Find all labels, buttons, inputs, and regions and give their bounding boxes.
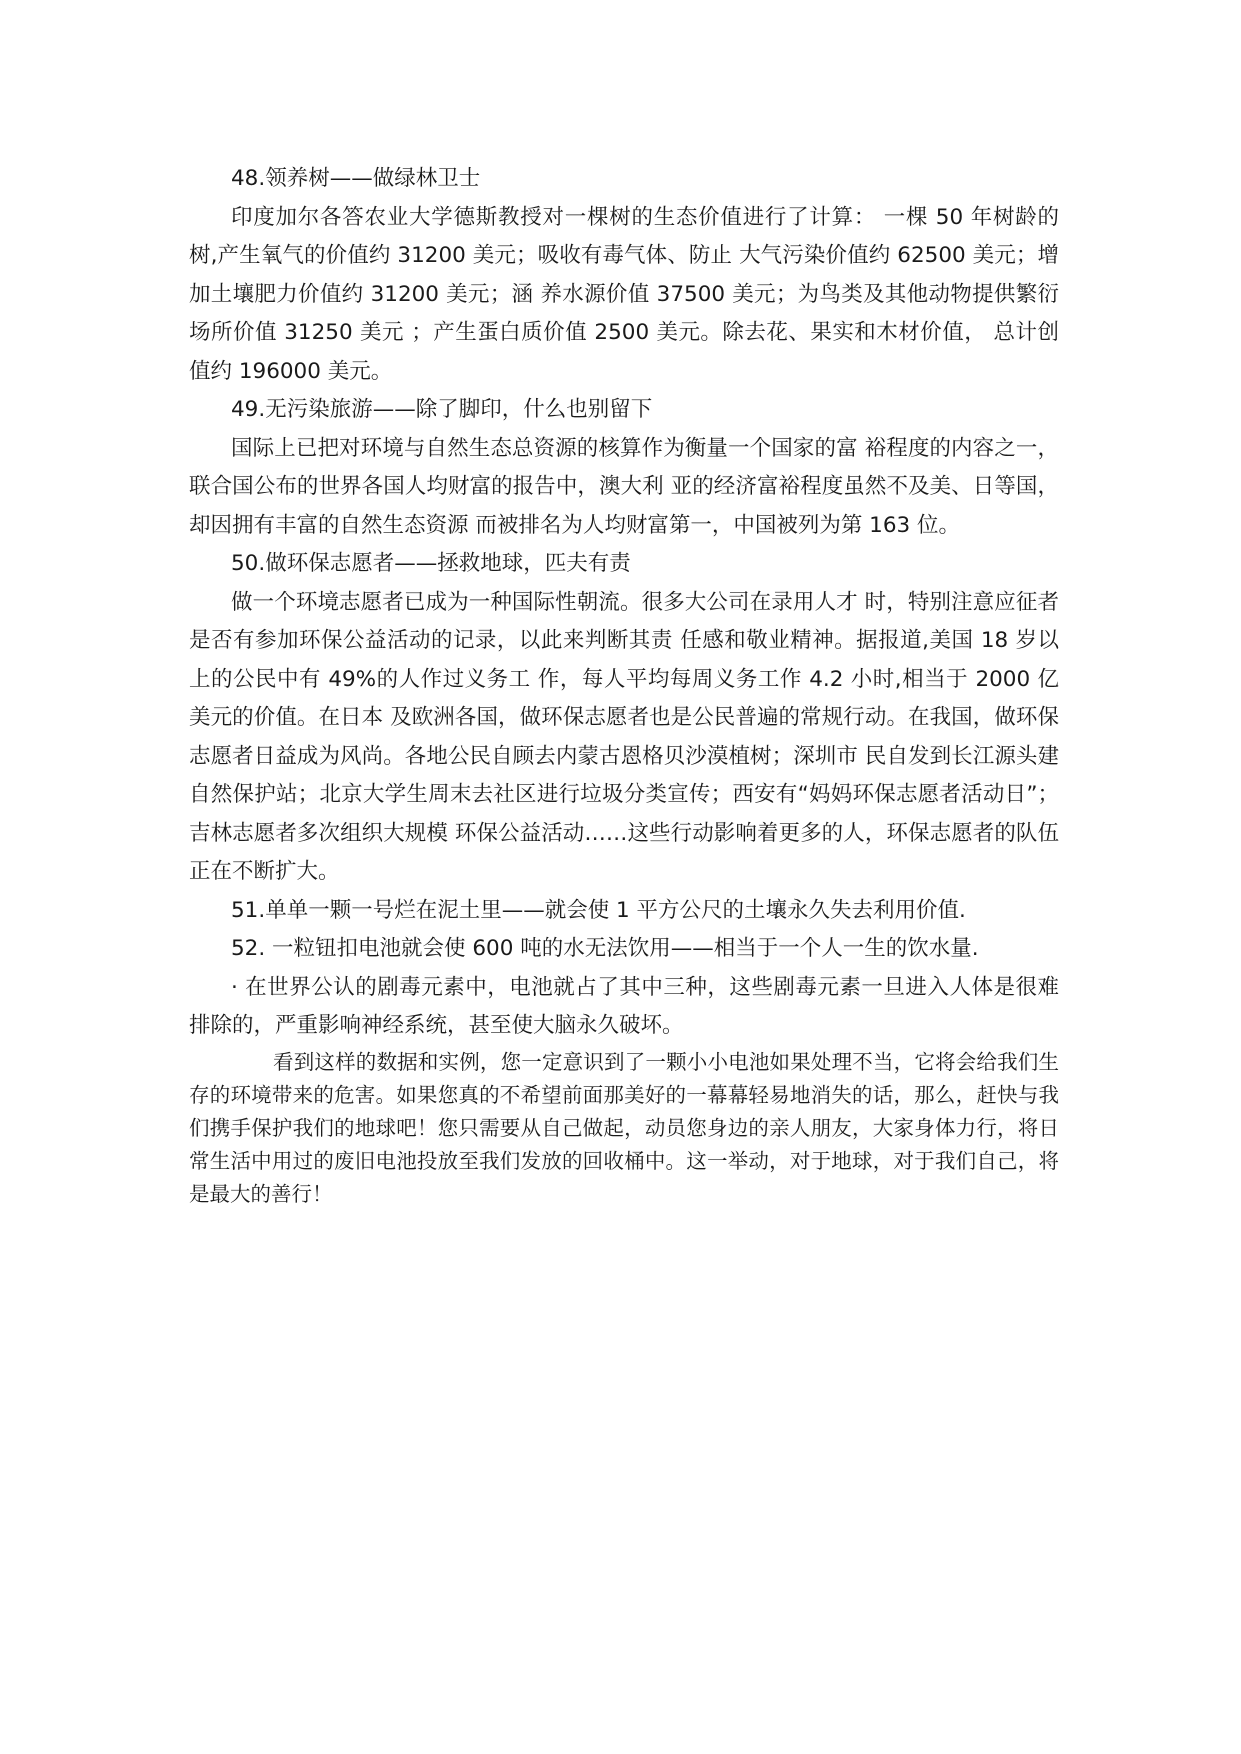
fact-51: 51.单单一颗一号烂在泥土里——就会使 1 平方公尺的土壤永久失去利用价值. bbox=[231, 897, 966, 923]
section-49-body: 国际上已把对环境与自然生态总资源的核算作为衡量一个国家的富 裕程度的内容之一，联合国公布的世界各国人均财富的报告中，澳大利 亚的经济富裕程度虽然不及美、日等国，却因拥有丰富的自然生态资源 而被排名为人均财富第一，中国被列为第 163 位。 bbox=[189, 435, 1059, 538]
fact-52: 52. 一粒钮扣电池就会使 600 吨的水无法饮用——相当于一个人一生的饮水量. bbox=[231, 936, 979, 961]
closing-paragraph: 看到这样的数据和实例，您一定意识到了一颗小小电池如果处理不当，它将会给我们生存的环境带来的危害。如果您真的不希望前面那美好的一幕幕轻易地消失的话，那么，赶快与我们携手保护我们的地球吧！您只需要从自己做起，动员您身边的亲人朋友，大家身体力行，将日常生活中用过的废旧电池投放至我们发放的回收桶中。这一举动，对于地球，对于我们自己，将是最大的善行！ bbox=[189, 1049, 1059, 1206]
section-49-heading: 49.无污染旅游——除了脚印，什么也别留下 bbox=[231, 397, 653, 422]
section-48-body: 印度加尔各答农业大学德斯教授对一棵树的生态价值进行了计算： 一棵 50 年树龄的树,产生氧气的价值约 31200 美元；吸收有毒气体、防止 大气污染价值约 62500 美元；增加土壤肥力价值约 31200 美元；涵 养水源价值 37500 美元；为鸟类及其他动物提供繁衍场所价值 31250 美元 ；产生蛋白质价值 2500 美元。除去花、果实和木材价值， 总计创值约 196000 美元。 bbox=[189, 204, 1059, 384]
document-body bbox=[189, 160, 1059, 1211]
section-50-heading: 50.做环保志愿者——拯救地球，匹夫有责 bbox=[231, 551, 631, 576]
section-50-body: 做一个环境志愿者已成为一种国际性朝流。很多大公司在录用人才 时，特别注意应征者是否有参加环保公益活动的记录，以此来判断其责 任感和敬业精神。据报道,美国 18 岁以上的公民中有 49%的人作过义务工 作，每人平均每周义务工作 4.2 小时,相当于 2000 亿美元的价值。在日本 及欧洲各国，做环保志愿者也是公民普遍的常规行动。在我国，做环保 志愿者日益成为风尚。各地公民自顾去内蒙古恩格贝沙漠植树；深圳市 民自发到长江源头建自然保护站；北京大学生周末去社区进行垃圾分类宣传；西安有“妈妈环保志愿者活动日”；吉林志愿者多次组织大规模 环保公益活动……这些行动影响着更多的人，环保志愿者的队伍正在不断扩大。 bbox=[189, 589, 1059, 884]
section-48-heading: 48.领养树——做绿林卫士 bbox=[231, 166, 481, 191]
toxic-elements-note: · 在世界公认的剧毒元素中，电池就占了其中三种，这些剧毒元素一旦进入人体是很难排除的，严重影响神经系统，甚至使大脑永久破坏。 bbox=[189, 974, 1059, 1038]
